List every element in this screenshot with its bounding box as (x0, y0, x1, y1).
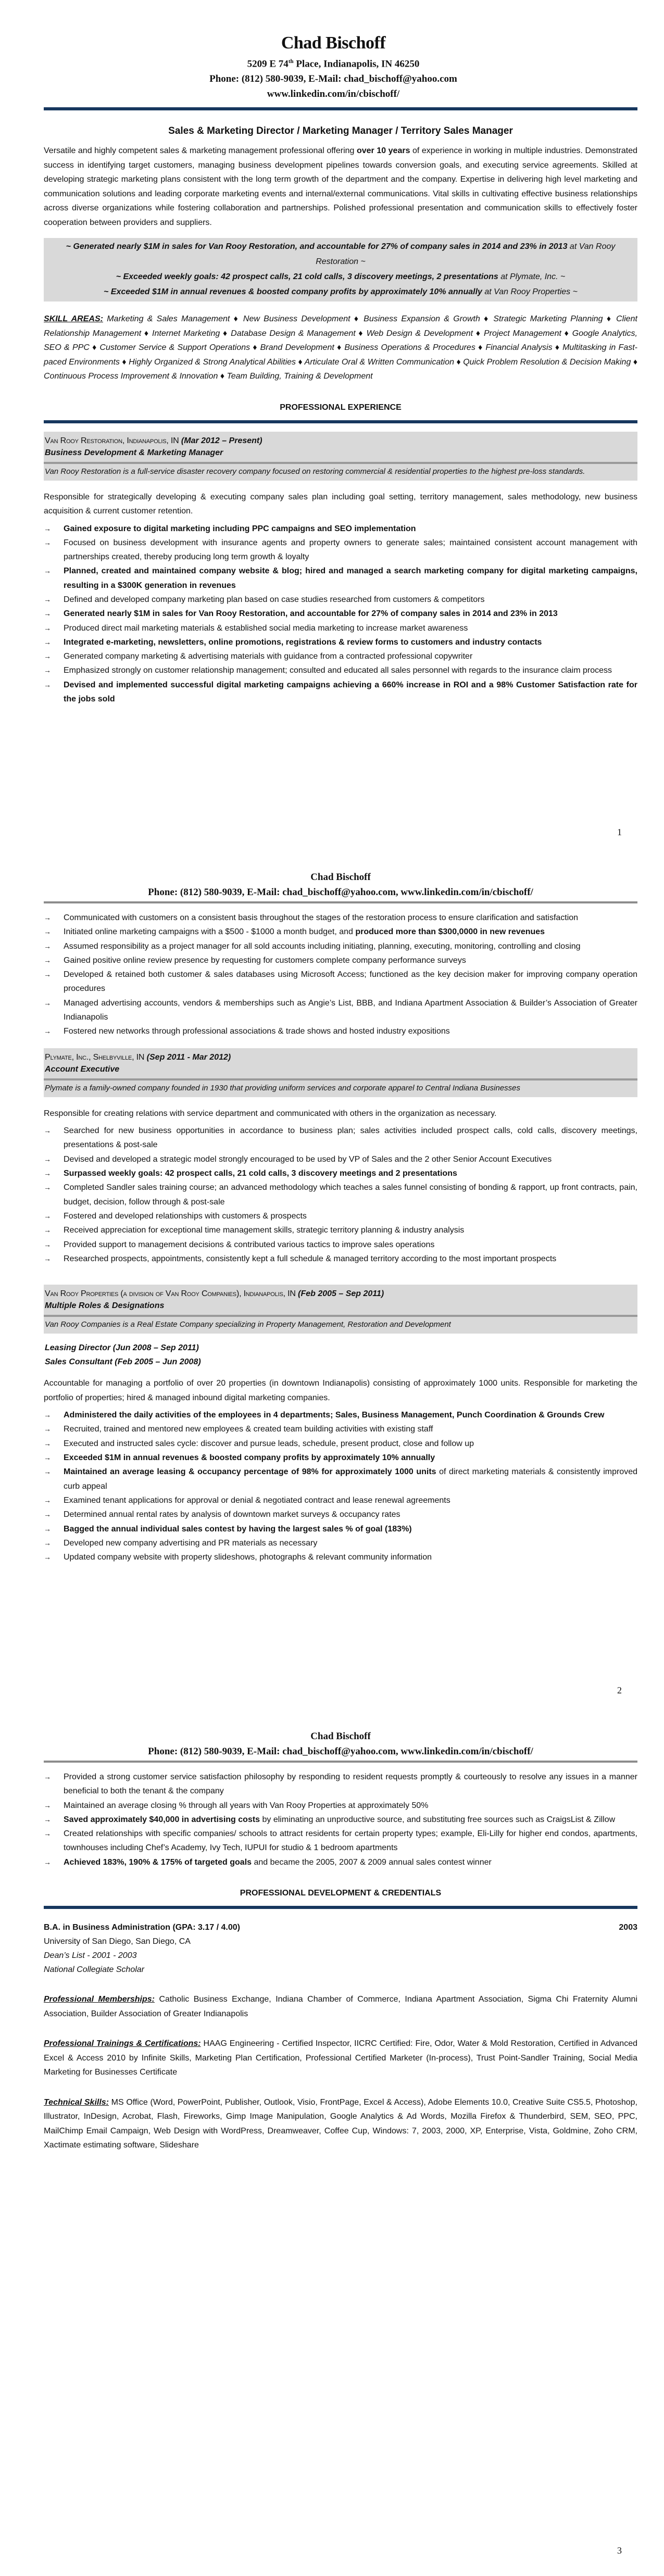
arrow-bullet-icon: → (44, 1857, 51, 1866)
arrow-bullet-icon: → (44, 1496, 51, 1504)
list-item: → Exceeded $1M in annual revenues & boosted company profits by approximately 10% annually (44, 1451, 637, 1465)
list-item: → Bagged the annual individual sales contest by having the largest sales % of goal (183%) (44, 1522, 637, 1536)
arrow-bullet-icon: → (44, 538, 51, 547)
arrow-bullet-icon: → (44, 524, 51, 533)
company-description: Plymate is a family-owned company founded in 1930 that providing uniform services and corporate apparel to Central Indiana Businesses (45, 1083, 521, 1092)
list-item: → Devised and developed a strategic model strongly encouraged to be used by VP of Sales and the 2 other Senior Account Executives (44, 1152, 637, 1166)
professional-memberships: Professional Memberships: Catholic Business Exchange, Indiana Chamber of Commerce, Indiana Apartment Association, Sigma Chi Fraternity Alumni Association, Builder Association of Greater Indianapolis (44, 1995, 637, 2018)
arrow-bullet-icon: → (44, 1254, 51, 1263)
list-item: → Researched prospects, appointments, consistently kept a full schedule & managed territory according to the most important prospects (44, 1252, 637, 1266)
list-item: → Created relationships with specific companies/ schools to attract residents for certain property types; example, Eli-Lilly for higher end condos, apartments, townhouses including Chef’s Academy, Ivy Tech, IUPUI for studio & 1 bedroom apartments (44, 1827, 637, 1855)
company-name: Plymate, Inc., Shelbyville, IN (45, 1052, 145, 1062)
job-responsibility: Responsible for strategically developing & executing company sales plan including goal setting, territory management, sales methodology, new business acquisition & current customer retention. (44, 492, 637, 516)
highlight-item: ~ Exceeded $1M in annual revenues & boosted company profits by approximately 10% annually at Van Rooy Properties ~ (104, 287, 578, 296)
list-item: → Recruited, trained and mentored new employees & created team building activities with existing staff (44, 1422, 637, 1436)
resume-page-1 (0, 0, 664, 859)
education-block (44, 1920, 637, 1977)
list-item: → Assumed responsibility as a project manager for all sold accounts including initiating, planning, executing, monitoring, controlling and closing (44, 939, 637, 953)
arrow-bullet-icon: → (44, 1169, 51, 1178)
arrow-bullet-icon: → (44, 1553, 51, 1562)
arrow-bullet-icon: → (44, 1829, 51, 1838)
job-header-plymate (44, 1048, 637, 1097)
list-item: → Developed & retained both customer & sales databases using Microsoft Access; functioned as the key decision maker for improving company operation procedures (44, 967, 637, 996)
linkedin-link[interactable]: www.linkedin.com/in/cbischoff/ (267, 89, 400, 100)
list-item: → Produced direct mail marketing materials & established social media marketing to increase market awareness (44, 621, 637, 635)
arrow-bullet-icon: → (44, 1453, 51, 1462)
arrow-bullet-icon: → (44, 637, 51, 646)
list-item: → Gained exposure to digital marketing including PPC campaigns and SEO implementation (44, 522, 637, 536)
trainings-label: Professional Trainings & Certifications: (44, 2039, 201, 2049)
arrow-bullet-icon: → (44, 666, 51, 675)
skill-areas: SKILL AREAS: Marketing & Sales Management ♦ New Business Development ♦ Business Expansion & Growth ♦ Strategic Marketing Planning ♦ Client Relationship Management ♦ Internet Marketing ♦ Database Design & Management ♦ Web Design & Development ♦ Project Management ♦ Google Analytics, SEO & PPC ♦ Customer Service & Support Operations ♦ Brand Development ♦ Business Operations & Procedures ♦ Financial Analysis ♦ Multitasking in Fast-paced Environments ♦ Highly Organized & Strong Analytical Abilities ♦ Articulate Oral & Written Communication ♦ Quick Problem Resolution & Decision Making ♦ Continuous Process Improvement & Innovation ♦ Team Building, Training & Development (44, 315, 638, 381)
arrow-bullet-icon: → (44, 941, 51, 950)
running-header-divider (44, 901, 637, 903)
list-item: → Gained positive online review presence by requesting for customers complete company performance surveys (44, 953, 637, 967)
company-name: Van Rooy Properties (a division of Van Rooy Companies), Indianapolis, IN (45, 1289, 296, 1299)
list-item: → Developed new company advertising and PR materials as necessary (44, 1536, 637, 1550)
phone-email: Phone: (812) 580-9039, E-Mail: chad_bischoff@yahoo.com (209, 73, 457, 85)
page-number: 2 (617, 1685, 622, 1695)
list-item: → Completed Sandler sales training course; an advanced methodology which teaches a sales funnel consisting of bonding & rapport, up front contracts, pain, budget, decision, follow through & post-sale (44, 1180, 637, 1209)
arrow-bullet-icon: → (44, 1524, 51, 1533)
arrow-bullet-icon: → (44, 623, 51, 632)
resume-page-2 (0, 859, 664, 1718)
list-item: → Fostered new networks through professional associations & trade shows and hosted industry expositions (44, 1024, 637, 1038)
resume-headline: Sales & Marketing Director / Marketing Manager / Territory Sales Manager (168, 125, 513, 136)
arrow-bullet-icon: → (44, 1467, 51, 1476)
list-item: → Focused on business development with insurance agents and property owners to generate sales; maintained consistent account management with partnerships created, thereby producing long term growth & loyalty (44, 536, 637, 564)
achievement-list (44, 522, 637, 707)
arrow-bullet-icon: → (44, 970, 51, 979)
arrow-bullet-icon: → (44, 1815, 51, 1824)
section-title-experience: PROFESSIONAL EXPERIENCE (280, 403, 402, 412)
list-item: → Saved approximately $40,000 in advertising costs by eliminating an unproductive source, and substituting free sources such as CraigsList & Zillow (44, 1813, 637, 1827)
list-item: → Administered the daily activities of the employees in 4 departments; Sales, Business Management, Punch Coordination & Grounds Crew (44, 1408, 637, 1422)
list-item: → Communicated with customers on a consistent basis throughout the stages of the restoration process to ensure clarification and satisfaction (44, 911, 637, 925)
role-leasing-director: Leasing Director (Jun 2008 – Sep 2011) (45, 1343, 199, 1353)
list-item: → Devised and implemented successful digital marketing campaigns achieving a 660% increase in ROI and a 98% Customer Satisfaction rate for the jobs sold (44, 678, 637, 707)
achievement-list (44, 1408, 637, 1564)
running-header-divider (44, 1761, 637, 1763)
list-item: → Initiated online marketing campaigns with a $500 - $1000 a month budget, and produced more than $300,0000 in new revenues (44, 925, 637, 939)
list-item: → Surpassed weekly goals: 42 prospect calls, 21 cold calls, 3 discovery meetings and 2 presentations (44, 1166, 637, 1180)
professional-trainings: Professional Trainings & Certifications: HAAG Engineering - Certified Inspector, IICRC Certified: Fire, Odor, Water & Mold Restoration, Certified in Advanced Excel & Access 2010 by Infinite Skills, Marketing Plan Certification, Professional Certified Marketer (In-process), Trust Point-Sandler Training, Social Media Marketing for Businesses Certificate (44, 2039, 637, 2077)
arrow-bullet-icon: → (44, 927, 51, 936)
professional-summary: Versatile and highly competent sales & marketing management professional offering over 10 years of experience in working in multiple industries. Demonstrated success in identifying target customers, managing business development pipelines towards conversion goals, and executing service agreements. Skilled at developing strategic marketing plans consistent with the long term growth of the department and the company. Expertise in delivering high level marketing and communication solutions and leading corporate marketing events and internal/external communications. Vital skills in cultivating effective business relationships across diverse organizations while fostering collaboration and partnerships. Polished professional presentation and communication skills to effectively foster cooperation between providers and suppliers. (44, 146, 637, 227)
arrow-bullet-icon: → (44, 1183, 51, 1192)
arrow-bullet-icon: → (44, 1027, 51, 1036)
arrow-bullet-icon: → (44, 913, 51, 922)
arrow-bullet-icon: → (44, 998, 51, 1007)
company-description: Van Rooy Restoration is a full-service disaster recovery company focused on restoring commercial & residential properties to the highest pre-loss standards. (45, 467, 585, 476)
highlight-item: ~ Generated nearly $1M in sales for Van Rooy Restoration, and accountable for 27% of company sales in 2014 and 23% in 2013 at Van Rooy Restoration ~ (66, 242, 616, 266)
list-item: → Integrated e-marketing, newsletters, online promotions, registrations & review forms to customers and industry contacts (44, 635, 637, 649)
list-item: → Executed and instructed sales cycle: discover and pursue leads, schedule, present product, close and follow up (44, 1437, 637, 1451)
arrow-bullet-icon: → (44, 1211, 51, 1220)
list-item: → Searched for new business opportunities in accordance to business plan; sales activities included prospect calls, cold calls, discovery meetings, presentations & post-sale (44, 1124, 637, 1152)
degree: B.A. in Business Administration (GPA: 3.17 / 4.00) (44, 1923, 240, 1932)
section-divider (44, 420, 637, 423)
arrow-bullet-icon: → (44, 1226, 51, 1235)
list-item: → Generated company marketing & advertising materials with guidance from a contracted professional copywriter (44, 649, 637, 663)
honor-deans-list: Dean’s List - 2001 - 2003 (44, 1951, 137, 1961)
page-number: 3 (617, 2545, 622, 2556)
honor-scholar: National Collegiate Scholar (44, 1965, 144, 1975)
candidate-name: Chad Bischoff (281, 33, 386, 53)
arrow-bullet-icon: → (44, 1411, 51, 1419)
arrow-bullet-icon: → (44, 1510, 51, 1519)
job-divider (44, 1315, 637, 1317)
graduation-year: 2003 (619, 1923, 637, 1932)
list-item: → Determined annual rental rates by analysis of downtown market surveys & occupancy rates (44, 1507, 637, 1522)
address: 5209 E 74th Place, Indianapolis, IN 46250 (247, 58, 420, 70)
list-item: → Generated nearly $1M in sales for Van Rooy Restoration, and accountable for 27% of company sales in 2014 and 23% in 2013 (44, 607, 637, 621)
arrow-bullet-icon: → (44, 1126, 51, 1135)
job-title: Business Development & Marketing Manager (45, 448, 223, 457)
arrow-bullet-icon: → (44, 595, 51, 604)
achievement-list-continued (44, 911, 637, 1039)
job-dates: (Feb 2005 – Sep 2011) (295, 1289, 384, 1299)
role-sales-consultant: Sales Consultant (Feb 2005 – Jun 2008) (45, 1358, 201, 1367)
list-item: → Examined tenant applications for approval or denial & negotiated contract and lease renewal agreements (44, 1493, 637, 1507)
technical-skills-label: Technical Skills: (44, 2097, 109, 2107)
company-name: Van Rooy Restoration, Indianapolis, IN (45, 436, 179, 445)
skill-areas-label: SKILL AREAS: (44, 315, 103, 323)
resume-page-3 (0, 1718, 664, 2576)
running-header-name: Chad Bischoff (310, 1731, 371, 1742)
page-number: 1 (617, 827, 622, 837)
arrow-bullet-icon: → (44, 956, 51, 964)
section-title-credentials: PROFESSIONAL DEVELOPMENT & CREDENTIALS (240, 1889, 442, 1898)
arrow-bullet-icon: → (44, 1154, 51, 1163)
arrow-bullet-icon: → (44, 1425, 51, 1434)
list-item: → Defined and developed company marketing plan based on case studies researched from customers & competitors (44, 593, 637, 607)
memberships-label: Professional Memberships: (44, 1995, 155, 2004)
achievement-list (44, 1124, 637, 1266)
list-item: → Provided a strong customer service satisfaction philosophy by responding to resident requests promptly & courteously to resolve any issues in a manner beneficial to both the tenant & the company (44, 1770, 637, 1799)
arrow-bullet-icon: → (44, 652, 51, 661)
job-header-van-rooy-properties (44, 1285, 637, 1334)
running-header-name: Chad Bischoff (310, 872, 371, 883)
job-header-van-rooy-restoration (44, 432, 637, 481)
arrow-bullet-icon: → (44, 1538, 51, 1547)
running-header-contact: Phone: (812) 580-9039, E-Mail: chad_bischoff@yahoo.com, www.linkedin.com/in/cbischoff/ (148, 1746, 533, 1757)
list-item: → Planned, created and maintained company website & blog; hired and managed a search marketing company for digital marketing campaigns, resulting in a $300K generation in revenues (44, 564, 637, 593)
job-dates: (Mar 2012 – Present) (179, 436, 262, 445)
arrow-bullet-icon: → (44, 567, 51, 575)
job-title: Multiple Roles & Designations (45, 1301, 165, 1311)
list-item: → Maintained an average leasing & occupancy percentage of 98% for approximately 1000 units of direct marketing materials & consistently improved curb appeal (44, 1465, 637, 1493)
job-responsibility: Responsible for creating relations with service department and communicated with others in the organization as necessary. (44, 1109, 497, 1118)
school: University of San Diego, San Diego, CA (44, 1937, 191, 1946)
job-divider (44, 462, 637, 464)
section-divider (44, 1906, 637, 1909)
list-item: → Fostered and developed relationships with customers & prospects (44, 1209, 637, 1223)
job-title: Account Executive (45, 1064, 120, 1074)
arrow-bullet-icon: → (44, 1240, 51, 1249)
list-item: → Maintained an average closing % through all years with Van Rooy Properties at approximately 50% (44, 1799, 637, 1813)
header-divider (44, 107, 637, 110)
arrow-bullet-icon: → (44, 1773, 51, 1781)
arrow-bullet-icon: → (44, 1439, 51, 1448)
list-item: → Received appreciation for exceptional time management skills, strategic territory planning & industry analysis (44, 1223, 637, 1237)
highlight-item: ~ Exceeded weekly goals: 42 prospect calls, 21 cold calls, 3 discovery meetings, 2 presentations at Plymate, Inc. ~ (116, 272, 566, 281)
list-item: → Achieved 183%, 190% & 175% of targeted goals and became the 2005, 2007 & 2009 annual sales contest winner (44, 1855, 637, 1869)
key-highlights (44, 238, 637, 301)
job-divider (44, 1078, 637, 1080)
arrow-bullet-icon: → (44, 609, 51, 618)
list-item: → Updated company website with property slideshows, photographs & relevant community information (44, 1550, 637, 1564)
arrow-bullet-icon: → (44, 680, 51, 689)
achievement-list-continued (44, 1770, 637, 1869)
technical-skills: Technical Skills: MS Office (Word, PowerPoint, Publisher, Outlook, Visio, FrontPage, Excel & Access), Adobe Elements 10.0, Creative Suite CS5.5, Photoshop, Illustrator, InDesign, Acrobat, Flash, Fireworks, Gimp Image Manipulation, Google Analytics & Ad Words, Mozilla Firefox & Thunderbird, SEM, SEO, PPC, MailChimp Email Campaign, Web Design with WordPress, Dreamweaver, Coffee Cup, Windows: 7, 2003, 2000, XP, Enterprise, Vista, Goldmine, Zoho CRM, Xactimate estimating software, Slideshare (44, 2097, 638, 2150)
running-header-contact: Phone: (812) 580-9039, E-Mail: chad_bischoff@yahoo.com, www.linkedin.com/in/cbischoff/ (148, 887, 533, 898)
job-responsibility: Accountable for managing a portfolio of over 20 properties (in downtown Indianapolis) consisting of approximately 1000 units. Responsible for marketing the portfolio of properties; hired & managed inbound digital marketing companies. (44, 1379, 637, 1402)
list-item: → Managed advertising accounts, vendors & memberships such as Angie’s List, BBB, and Indiana Apartment Association & Builder’s Association of Greater Indianapolis (44, 996, 637, 1025)
arrow-bullet-icon: → (44, 1801, 51, 1810)
company-description: Van Rooy Companies is a Real Estate Company specializing in Property Management, Restoration and Development (45, 1320, 451, 1329)
job-dates: (Sep 2011 - Mar 2012) (144, 1052, 231, 1062)
list-item: → Emphasized strongly on customer relationship management; consulted and educated all sales personnel with regards to the insurance claim process (44, 663, 637, 677)
list-item: → Provided support to management decisions & contributed various tactics to improve sales operations (44, 1238, 637, 1252)
